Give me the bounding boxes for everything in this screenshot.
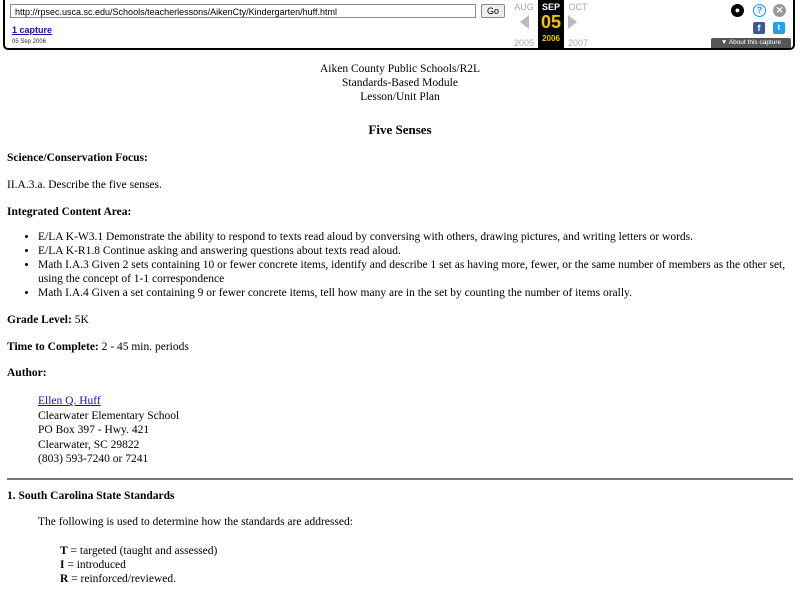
author-heading: Author: [7,367,47,379]
standards-heading: 1. South Carolina State Standards [7,490,175,502]
prev-month-link[interactable]: AUG [514,2,534,12]
current-year: 2006 [542,34,560,43]
key-letter: I [60,559,65,571]
focus-text: II.A.3.a. Describe the five senses. [7,179,162,191]
current-capture-date [538,0,564,48]
list-item: • Math I.A.3 Given 2 sets containing 10 or fewer concrete items, identify and describe 1 set as having more, fewer, or the same number of members as the other set, using the concept of 1-1 correspondence [38,258,800,286]
url-input[interactable]: http://rpsec.usca.sc.edu/Schools/teacherlessons/AikenCty/Kindergarten/huff.html [10,4,476,18]
key-letter: T [60,545,68,557]
time-label: Time to Complete: [7,341,99,353]
list-item: • E/LA K-R1.8 Continue asking and answering questions about texts read aloud. [38,244,800,258]
twitter-icon[interactable]: t [773,22,785,34]
key-text: = reinforced/reviewed. [68,573,177,585]
author-line: PO Box 397 - Hwy. 421 [38,424,150,436]
wayback-toolbar [0,0,800,50]
section-divider [7,478,793,480]
key-item [60,544,217,558]
about-capture-button[interactable]: ▼ About this capture [711,38,791,48]
time-value: 2 - 45 min. periods [98,341,189,353]
capture-date: 05 Sep 2006 [12,39,47,45]
header-line: Standards-Based Module [342,77,458,89]
close-icon[interactable]: ✕ [773,4,786,17]
time-to-complete [7,341,189,353]
captures-link[interactable]: 1 capture [12,25,53,35]
key-text: = introduced [64,559,126,571]
list-item: • Math I.A.4 Given a set containing 9 or fewer concrete items, tell how many are in the set by counting the number of items orally. [38,286,800,300]
standards-key [60,544,217,586]
author-line: Clearwater, SC 29822 [38,438,140,451]
list-item: • E/LA K-W3.1 Demonstrate the ability to respond to texts read aloud by conversing with others, drawing pictures, and writing letters or words. [38,230,800,244]
current-month: SEP [541,2,560,12]
grade-level [7,314,89,326]
prev-arrow-icon[interactable] [520,15,529,29]
author-line: Clearwater Elementary School [38,409,180,422]
header-line: Lesson/Unit Plan [360,91,440,103]
focus-heading: Science/Conservation Focus: [7,152,148,164]
lesson-document [0,62,800,138]
integrated-list [22,230,800,300]
author-block [38,394,179,467]
facebook-icon[interactable]: f [753,22,765,34]
grade-value: 5K [71,314,89,326]
go-button[interactable]: Go [481,4,505,18]
prev-year-link[interactable]: 2005 [513,38,535,48]
key-item [60,558,217,572]
key-item [60,572,217,586]
grade-label: Grade Level: [7,314,72,326]
key-letter: R [60,573,69,585]
page-title: Five Senses [368,122,432,137]
user-icon[interactable]: ● [731,4,744,17]
integrated-heading: Integrated Content Area: [7,206,132,218]
author-line: (803) 593-7240 or 7241 [38,453,149,465]
standards-intro: The following is used to determine how the standards are addressed: [38,516,353,528]
header-line: Aiken County Public Schools/R2L [319,63,481,75]
document-header [0,62,800,104]
next-year-link[interactable]: 2007 [567,38,589,48]
key-text: = targeted (taught and assessed) [67,545,218,557]
next-month-link[interactable]: OCT [568,2,588,12]
current-day: 05 [540,12,562,32]
author-name-link[interactable]: Ellen Q. Huff [38,395,101,407]
next-arrow-icon[interactable] [568,15,577,29]
help-icon[interactable]: ? [753,4,766,17]
